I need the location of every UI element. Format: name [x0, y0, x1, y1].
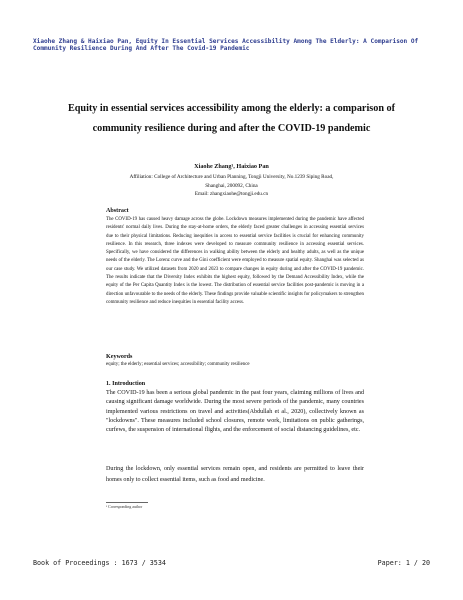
keywords-body: equity; the elderly; essential services; accessibility; community resilience	[106, 362, 250, 367]
introduction-paragraph-1: The COVID-19 has been a serious global pandemic in the past four years, claiming millions of lives and causing significant damage worldwide. During the most severe periods of the pandemic, many countries implemented various restrictions on travel and activities(Abdullah et al., 2020), collectively known as "lockdowns". These measures included school closures, remote work, limitations on public gatherings, curfews, the suspension of international flights, and the enforcement of social distancing guidelines, etc.	[106, 390, 364, 434]
introduction-paragraph-2: During the lockdown, only essential services remain open, and residents are permitted to leave their homes only to collect essential items, such as food and medicine.	[106, 466, 364, 483]
affiliation-block	[95, 173, 368, 199]
paper-title: Equity in essential services accessibility among the elderly: a comparison of community resilience during and after the COVID-19 pandemic	[67, 103, 396, 134]
affiliation-line-1: Affiliation: College of Architecture and Urban Planning, Tongji University, No.1239 Siping Road,	[129, 174, 334, 180]
footer-proceedings: Book of Proceedings : 1673 / 3534	[33, 559, 166, 567]
introduction-heading: 1. Introduction	[106, 381, 146, 387]
footer-page-number: Paper: 1 / 20	[377, 559, 430, 567]
footnote-divider	[106, 502, 148, 503]
abstract-body: The COVID-19 has caused heavy damage across the globe. Lockdown measures implemented during the pandemic have affected residents' normal daily lives. During the stay-at-home orders, the elderly faced greater challenges in accessing essential services due to their physical limitations. Reducing inequities in access to essential service facilities is crucial for enhancing community resilience. In this research, three indexes were developed to measure community resilience in accessing essential services. Specifically, we have considered the differences in walking ability between the elderly and healthy adults, as well as the unique needs of the elderly. The Lorenz curve and the Gini coefficient were employed to measure spatial equity. Shanghai was selected as our case study. We utilized datasets from 2020 and 2023 to compare changes in equity during and after the COVID-19 pandemic. The results indicate that the Diversity Index exhibits the highest equity, followed by the Demand Accessibility Index, while the equity of the Per Capita Quantity Index is the lowest. The distribution of essential service facilities post-pandemic is moving in a direction unfavourable to the needs of the elderly. These findings provide valuable scientific insights for policymakers to strengthen community resilience and reduce inequities in essential facility access.	[106, 217, 364, 305]
running-head: Xiaohe Zhang & Haixiao Pan, Equity In Essential Services Accessibility Among The Elderly: A Comparison Of Community Resilience During And After The Covid-19 Pandemic	[33, 38, 419, 53]
abstract-heading: Abstract	[106, 208, 129, 214]
keywords-heading: Keywords	[106, 354, 133, 360]
authors: Xiaohe Zhang¹, Haixiao Pan	[194, 163, 269, 170]
affiliation-line-2: Shanghai, 200092, China	[205, 182, 258, 189]
author-email: Email: zhangxiaohe@tongji.edu.cn	[194, 191, 269, 198]
footnote: ¹ Corresponding author	[106, 505, 143, 509]
